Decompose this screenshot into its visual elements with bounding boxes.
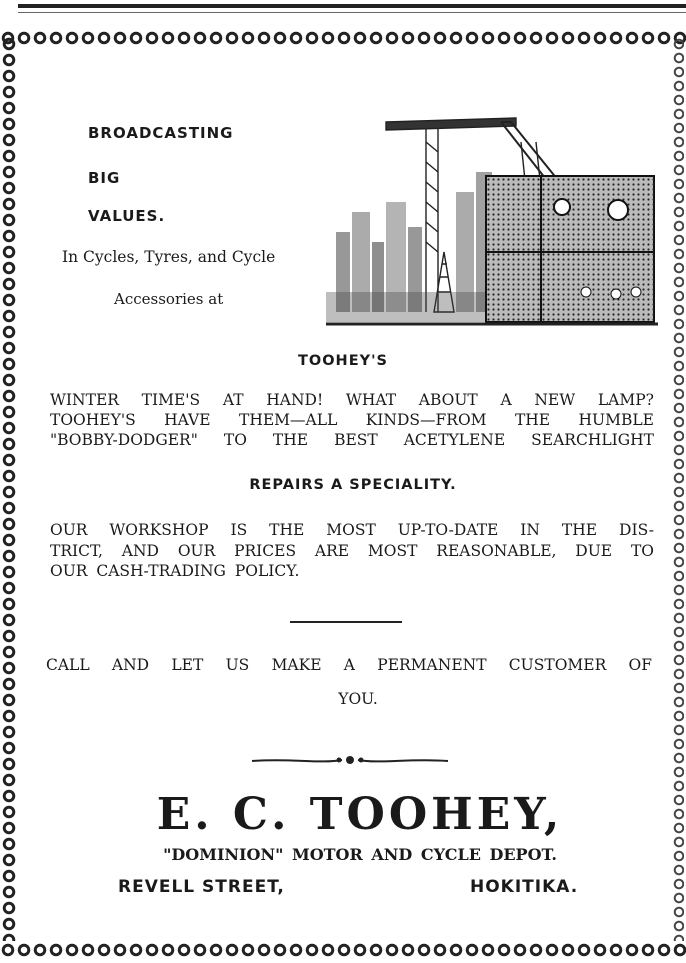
top-rule-thin bbox=[18, 12, 686, 13]
headline-values: VALUES. bbox=[88, 207, 166, 225]
border-top bbox=[0, 28, 686, 50]
paragraph-lamp-line2: TOOHEY'S HAVE THEM—ALL KINDS—FROM THE HUMBLE bbox=[50, 411, 654, 429]
paragraph-workshop-line3: OUR CASH-TRADING POLICY. bbox=[50, 562, 300, 580]
call-to-action-line2: YOU. bbox=[338, 690, 378, 708]
paragraph-lamp-line3: "BOBBY-DODGER" TO THE BEST ACETYLENE SEARCHLIGHT bbox=[50, 431, 654, 449]
repairs-heading: REPAIRS A SPECIALITY. bbox=[249, 477, 457, 493]
border-bottom bbox=[0, 940, 686, 962]
address-town: HOKITIKA. bbox=[470, 877, 579, 897]
paragraph-workshop-line1: OUR WORKSHOP IS THE MOST UP-TO-DATE IN THE DIS- bbox=[50, 521, 654, 539]
headline-cycles: In Cycles, Tyres, and Cycle bbox=[62, 248, 276, 266]
depot-name: "DOMINION" MOTOR AND CYCLE DEPOT. bbox=[163, 845, 557, 864]
address-street: REVELL STREET, bbox=[118, 877, 285, 897]
brand-heading: TOOHEY'S bbox=[298, 353, 388, 369]
top-rule bbox=[18, 4, 686, 8]
headline-big: BIG bbox=[88, 169, 121, 187]
call-to-action-line1: CALL AND LET US MAKE A PERMANENT CUSTOMER OF bbox=[46, 656, 652, 674]
headline-accessories: Accessories at bbox=[114, 290, 224, 308]
proprietor-name: E. C. TOOHEY, bbox=[156, 789, 564, 840]
headline-broadcasting: BROADCASTING bbox=[88, 124, 234, 142]
ornament-divider-icon bbox=[250, 752, 450, 768]
radio-broadcast-tower-icon bbox=[326, 112, 658, 332]
divider-rule bbox=[290, 621, 402, 623]
paragraph-lamp-line1: WINTER TIME'S AT HAND! WHAT ABOUT A NEW LAMP? bbox=[50, 391, 654, 409]
paragraph-workshop-line2: TRICT, AND OUR PRICES ARE MOST REASONABLE, DUE TO bbox=[50, 542, 654, 560]
